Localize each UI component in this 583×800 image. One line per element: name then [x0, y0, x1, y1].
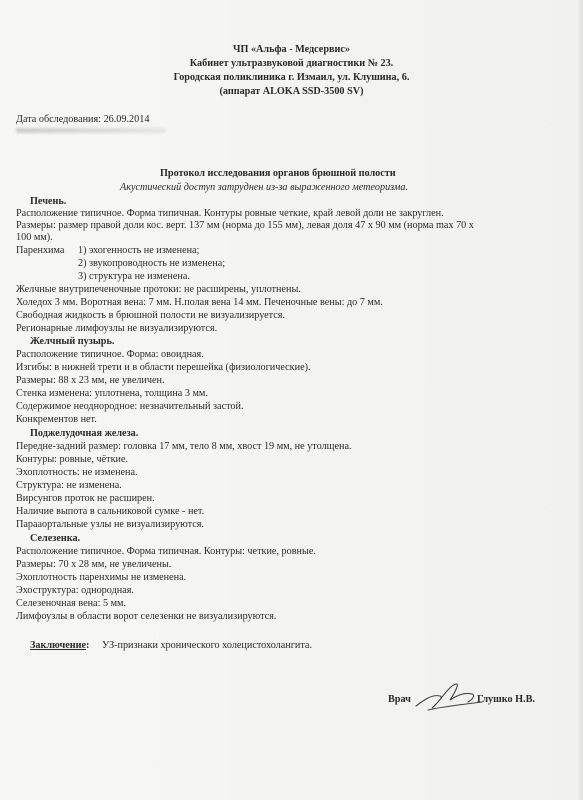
doctor-label: Врач — [388, 694, 411, 705]
liver-line-1: Расположение типичное. Форма типичная. Контуры ровные четкие, край левой доли не закруглен. — [16, 208, 444, 219]
pancreas-line-6: Наличие выпота в сальниковой сумке - нет. — [16, 506, 205, 517]
spleen-line-6: Лимфоузлы в области ворот селезенки не визуализируются. — [16, 611, 277, 622]
liver-line-5: Холедох 3 мм. Воротная вена: 7 мм. Н.полая вена 14 мм. Печеночные вены: до 7 мм. — [16, 297, 383, 308]
scan-edge-shadow — [577, 0, 583, 800]
pancreas-line-3: Эхоплотность: не изменена. — [16, 467, 138, 478]
spleen-line-2: Размеры: 70 x 28 мм, не увеличены. — [16, 559, 172, 570]
pancreas-line-2: Контуры: ровные, чёткие. — [16, 454, 129, 465]
liver-parenchyma-1: 1) эхогенность не изменена; — [78, 245, 200, 256]
liver-line-2: Размеры: размер правой доли кос. верт. 137 мм (норма до 155 мм), левая доля 47 x 90 мм (норма max 70 x — [16, 220, 474, 231]
header-org: ЧП «Альфа - Медсервис» — [233, 44, 350, 55]
spleen-line-4: Эхоструктура: однородная. — [16, 585, 134, 596]
conclusion-colon: : — [85, 640, 90, 651]
header-cabinet: Кабинет ультразвуковой диагностики № 23. — [189, 58, 394, 69]
doctor-name: Глушко Н.В. — [477, 694, 535, 705]
liver-line-6: Свободная жидкость в брюшной полости не визуализируется. — [16, 310, 286, 321]
liver-parenchyma-label: Паренхима — [16, 245, 65, 256]
protocol-subtitle: Акустический доступ затруднен из-за выраженного метеоризма. — [120, 182, 409, 193]
pancreas-line-7: Парааортальные узлы не визуализируются. — [16, 519, 204, 530]
gallbladder-line-5: Содержимое неоднородное: незначительный застой. — [16, 401, 244, 412]
conclusion-line — [30, 640, 312, 652]
protocol-title: Протокол исследования органов брюшной полости — [160, 168, 396, 179]
exam-date: Дата обследования: 26.09.2014 — [16, 114, 150, 125]
gallbladder-line-6: Конкрементов нет. — [16, 414, 97, 425]
spleen-line-1: Расположение типичное. Форма типичная. Контуры: четкие, ровные. — [16, 546, 316, 557]
liver-parenchyma-3: 3) структура не изменена. — [78, 271, 190, 282]
conclusion-text: УЗ-признаки хронического холецистохолангита. — [101, 640, 313, 651]
liver-heading: Печень. — [30, 196, 67, 207]
spleen-line-3: Эхоплотность паренхимы не изменена. — [16, 572, 187, 583]
pancreas-heading: Поджелудочная железа. — [30, 428, 139, 439]
header-device: (аппарат ALOKA SSD-3500 SV) — [219, 86, 364, 97]
liver-line-4: Желчные внутрипеченочные протоки: не расширены, уплотнены. — [16, 284, 301, 295]
gallbladder-line-4: Стенка изменена: уплотнена, толщина 3 мм. — [16, 388, 208, 399]
gallbladder-line-2: Изгибы: в нижней трети и в области перешейка (физиологические). — [16, 362, 311, 373]
spleen-line-5: Селезеночная вена: 5 мм. — [16, 598, 127, 609]
liver-parenchyma-2: 2) звукопроводность не изменена; — [78, 258, 226, 269]
gallbladder-line-1: Расположение типичное. Форма: овоидная. — [16, 349, 204, 360]
pancreas-line-4: Структура: не изменена. — [16, 480, 122, 491]
liver-line-7: Регионарные лимфоузлы не визуализируются. — [16, 323, 218, 334]
redacted-patient-line — [16, 128, 166, 133]
conclusion-label: Заключение — [30, 640, 86, 651]
gallbladder-line-3: Размеры: 88 x 23 мм, не увеличен. — [16, 375, 165, 386]
liver-line-3: 100 мм). — [16, 232, 53, 243]
header-clinic: Городская поликлиника г. Измаил, ул. Клушина, 6. — [173, 72, 410, 83]
pancreas-line-1: Передне-задний размер: головка 17 мм, тело 8 мм, хвост 19 мм, не утолщена. — [16, 441, 352, 452]
signature-scribble — [414, 680, 484, 714]
gallbladder-heading: Желчный пузырь. — [30, 336, 115, 347]
spleen-heading: Селезенка. — [30, 533, 81, 544]
pancreas-line-5: Вирсунгов проток не расширен. — [16, 493, 155, 504]
